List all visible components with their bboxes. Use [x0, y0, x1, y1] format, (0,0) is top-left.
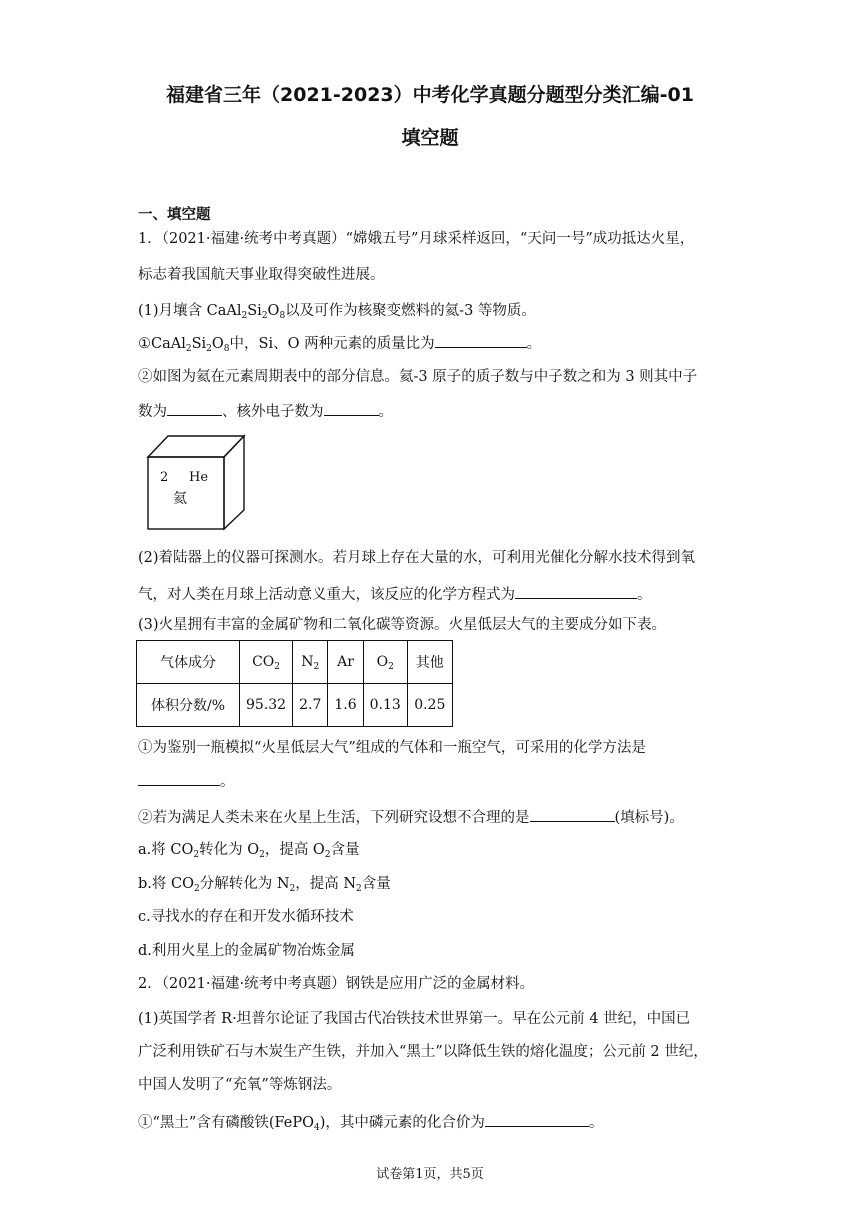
table-cell: 体积分数/% — [137, 684, 240, 727]
q1-part3: (3)火星拥有丰富的金属矿物和二氧化碳等资源。火星低层大气的主要成分如下表。 — [138, 617, 667, 633]
q1-stem-line2: 标志着我国航天事业取得突破性进展。 — [138, 267, 385, 283]
answer-blank[interactable] — [324, 401, 379, 416]
q1-part3-item2: ②若为满足人类未来在火星上生活，下列研究设想不合理的是 (填标号)。 — [138, 807, 684, 827]
table-cell: $CO_2$ — [240, 641, 293, 684]
q1-stem-line1: 1．（2021·福建·统考中考真题）“嫦娥五号”月球采样返回，“天问一号”成功抵达火星， — [138, 231, 695, 247]
q2-stem: 2．（2021·福建·统考中考真题）钢铁是应用广泛的金属材料。 — [138, 976, 535, 992]
q1-part1-item1: $①CaAl_2Si_2O_8$中，Si、O 两种元素的质量比为 。 — [138, 333, 541, 353]
q1-part1-item2-line2: 数为 、核外电子数为 。 — [138, 401, 393, 421]
element-atomic-number: 2 — [160, 470, 169, 485]
table-cell: 0.25 — [407, 684, 452, 727]
q2-part1-line3: 中国人发明了“充氧”等炼钢法。 — [138, 1077, 342, 1093]
q1-option-b: b.将 $CO_2$分解转化为 $N_2$，提高 $N_2$含量 — [138, 876, 391, 894]
table-cell: Ar — [328, 641, 363, 684]
document-title-line1: 福建省三年（2021-2023）中考化学真题分题型分类汇编-01 — [166, 84, 694, 106]
answer-blank[interactable] — [435, 333, 527, 348]
answer-blank[interactable] — [167, 401, 222, 416]
q1-part2-line1: (2)着陆器上的仪器可探测水。若月球上存在大量的水，可利用光催化分解水技术得到氧 — [138, 550, 696, 566]
answer-blank[interactable] — [530, 807, 615, 822]
q1-part1: (1)月壤含 $CaAl_2Si_2O_8$以及可作为核聚变燃料的氦-3 等物质。 — [138, 303, 536, 321]
answer-blank[interactable] — [485, 1112, 589, 1127]
q1-part1-item2-line1: ②如图为氦在元素周期表中的部分信息。氦-3 原子的质子数与中子数之和为 3 则其中子 — [138, 369, 698, 385]
section-heading: 一、填空题 — [138, 207, 211, 223]
q1-option-d: d.利用火星上的金属矿物冶炼金属 — [138, 943, 355, 959]
q1-option-a: a.将 $CO_2$转化为 $O_2$，提高 $O_2$含量 — [138, 842, 360, 860]
q1-part3-item1-line2: 。 — [138, 771, 235, 791]
table-cell: 其他 — [407, 641, 452, 684]
q2-part1-item1: ①“黑土”含有磷酸铁(FePO$_4$)，其中磷元素的化合价为 。 — [138, 1112, 603, 1132]
element-name: 氦 — [173, 491, 187, 507]
table-cell: 1.6 — [328, 684, 363, 727]
q1-part3-item1-line1: ①为鉴别一瓶模拟“火星低层大气”组成的气体和一瓶空气，可采用的化学方法是 — [138, 740, 646, 756]
mars-atmosphere-table — [136, 640, 453, 727]
answer-blank[interactable] — [515, 584, 637, 599]
table-row — [137, 684, 453, 727]
table-cell: 0.13 — [363, 684, 407, 727]
q1-option-c: c.寻找水的存在和开发水循环技术 — [138, 909, 354, 925]
document-title-line2: 填空题 — [401, 127, 459, 149]
table-cell: $N_2$ — [293, 641, 328, 684]
page-footer: 试卷第1页，共5页 — [376, 1167, 484, 1182]
q2-part1-line1: (1)英国学者 R·坦普尔论证了我国古代冶铁技术世界第一。早在公元前 4 世纪，中国已 — [138, 1011, 691, 1027]
q1-part2-line2: 气，对人类在月球上活动意义重大，该反应的化学方程式为 。 — [138, 584, 652, 604]
q2-part1-line2: 广泛利用铁矿石与木炭生产生铁，并加入“黑土”以降低生铁的熔化温度；公元前 2 世纪， — [138, 1044, 708, 1060]
table-cell: 气体成分 — [137, 641, 240, 684]
answer-blank[interactable] — [138, 771, 220, 786]
table-cell: 2.7 — [293, 684, 328, 727]
table-cell: 95.32 — [240, 684, 293, 727]
table-header-row — [137, 641, 453, 684]
table-cell: $O_2$ — [363, 641, 407, 684]
element-symbol: He — [189, 470, 209, 485]
